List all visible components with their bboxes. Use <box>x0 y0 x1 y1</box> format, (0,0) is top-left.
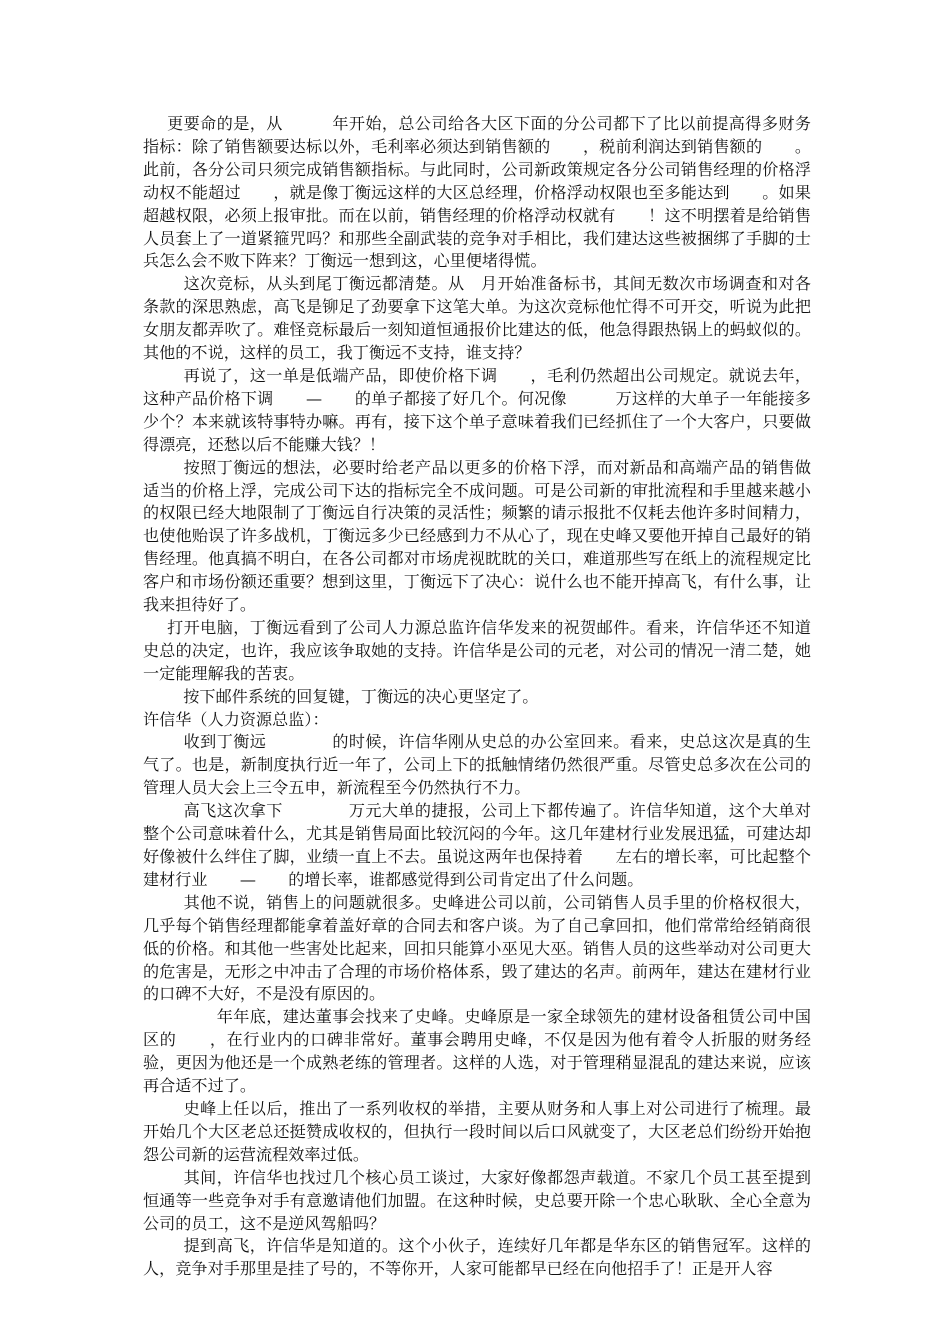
paragraph-1: 更要命的是，从 年开始，总公司给各大区下面的分公司都下了比以前提高得多财务指标：除了销售额要达标以外，毛利率必须达到销售额的 ，税前利润达到销售额的 。此前，各分公司只须完成销售额指标。与此同时，公司新政策规定各分公司销售经理的价格浮动权不能超过 ，就是像丁衡远这样的大区总经理，价格浮动权限也至多能达到 。如果超越权限，必须上报审批。而在以前，销售经理的价格浮动权就有 ！这不明摆着是给销售人员套上了一道紧箍咒吗？和那些全副武装的竞争对手相比，我们建达这些被捆绑了手脚的士兵怎么会不败下阵来？丁衡远一想到这，心里便堵得慌。 <box>143 114 811 271</box>
paragraph-6: 按下邮件系统的回复键，丁衡远的决心更坚定了。 <box>167 686 539 706</box>
paragraph-10: 年年底，建达董事会找来了史峰。史峰原是一家全球领先的建材设备租赁公司中国区的 ，在行业内的口碑非常好。董事会聘用史峰，不仅是因为他有着令人折服的财务经验，更因为他还是一个成熟老练的管理者。这样的人选，对于管理稍显混乱的建达来说，应该再合适不过了。 <box>143 1007 811 1096</box>
paragraph-8: 高飞这次拿下 万元大单的捷报，公司上下都传遍了。许信华知道，这个大单对整个公司意味着什么，尤其是销售局面比较沉闷的今年。这几年建材行业发展迅猛，可建达却好像被什么绊住了脚，业绩一直上不去。虽说这两年也保持着 左右的增长率，可比起整个建材行业 — 的增长率，谁都感觉得到公司肯定出了什么问题。 <box>143 801 811 889</box>
body-text <box>143 113 811 1281</box>
paragraph-3: 再说了，这一单是低端产品，即使价格下调 ，毛利仍然超出公司规定。就说去年，这种产品价格下调 — 的单子都接了好几个。何况像 万这样的大单子一年能接多少个？本来就该特事特办嘛。再有，接下这个单子意味着我们已经抓住了一个大客户，只要做得漂亮，还愁以后不能赚大钱？！ <box>143 365 811 454</box>
paragraph-11: 史峰上任以后，推出了一系列收权的举措，主要从财务和人事上对公司进行了梳理。最开始几个大区老总还挺赞成收权的，但执行一段时间以后口风就变了，大区老总们纷纷开始抱怨公司新的运营流程效率过低。 <box>143 1098 811 1164</box>
paragraph-13: 提到高飞，许信华是知道的。这个小伙子，连续好几年都是华东区的销售冠军。这样的人，竞争对手那里是挂了号的，不等你开，人家可能都早已经在向他招手了！正是开人容 <box>143 1236 811 1279</box>
paragraph-7: 收到丁衡远 的时候，许信华刚从史总的办公室回来。看来，史总这次是真的生气了。也是，新制度执行近一年了，公司上下的抵触情绪仍然很严重。尽管史总多次在公司的管理人员大会上三令五申，新流程至今仍然执行不力。 <box>143 732 811 798</box>
paragraph-9: 其他不说，销售上的问题就很多。史峰进公司以前，公司销售人员手里的价格权很大，几乎每个销售经理都能拿着盖好章的合同去和客户谈。为了自己拿回扣，他们常常给经销商很低的价格。和其他一些害处比起来，回扣只能算小巫见大巫。销售人员的这些举动对公司更大的危害是，无形之中冲击了合理的市场价格体系，毁了建达的名声。前两年，建达在建材行业的口碑不大好，不是没有原因的。 <box>143 892 811 1004</box>
paragraph-2: 这次竞标，从头到尾丁衡远都清楚。从 月开始准备标书，其间无数次市场调查和对各条款的深思熟虑，高飞是铆足了劲要拿下这笔大单。为这次竞标他忙得不可开交，听说为此把女朋友都弄吹了。难怪竞标最后一刻知道恒通报价比建达的低，他急得跟热锅上的蚂蚁似的。其他的不说，这样的员工，我丁衡远不支持，谁支持？ <box>143 274 811 363</box>
paragraph-12: 其间，许信华也找过几个核心员工谈过，大家好像都怨声载道。不家几个员工甚至提到恒通等一些竞争对手有意邀请他们加盟。在这种时候，史总要开除一个忠心耿耿、全心全意为公司的员工，这不是逆风驾船吗？ <box>143 1167 811 1233</box>
paragraph-4: 按照丁衡远的想法，必要时给老产品以更多的价格下浮，而对新品和高端产品的销售做适当的价格上浮，完成公司下达的指标完全不成问题。可是公司新的审批流程和手里越来越小的权限已经大地限制了丁衡远自行决策的灵活性；频繁的请示报批不仅耗去他许多时间精力，也使他贻误了许多战机，丁衡远多少已经感到力不从心了，现在史峰又要他开掉自己最好的销售经理。他真搞不明白，在各公司都对市场虎视眈眈的关口，难道那些写在纸上的流程规定比客户和市场份额还重要？想到这里，丁衡远下了决心：说什么也不能开掉高飞，有什么事，让我来担待好了。 <box>143 457 811 615</box>
paragraph-5: 打开电脑，丁衡远看到了公司人力源总监许信华发来的祝贺邮件。看来，许信华还不知道史总的决定，也许，我应该争取她的支持。许信华是公司的元老，对公司的情况一清二楚，她一定能理解我的苦衷。 <box>143 617 811 683</box>
section-heading: 许信华（人力资源总监）： <box>143 709 329 729</box>
